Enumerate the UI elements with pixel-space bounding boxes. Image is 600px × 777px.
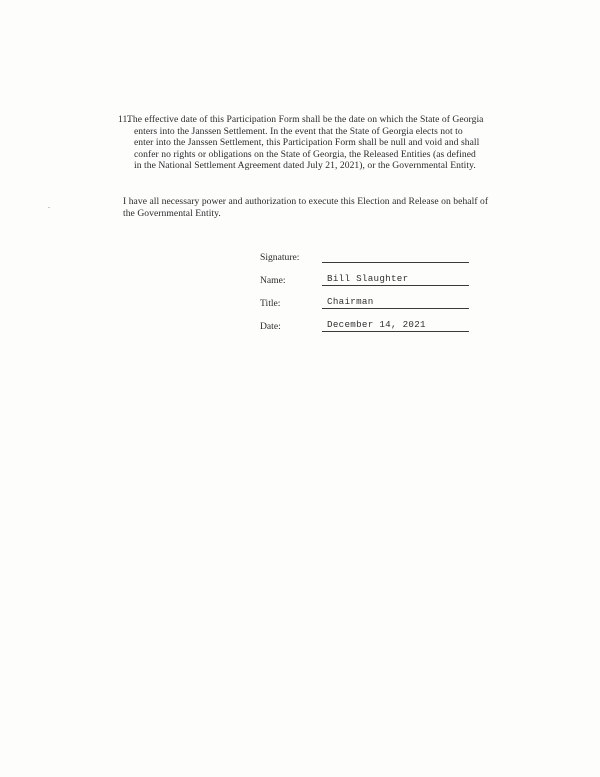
name-row <box>260 273 480 296</box>
title-field <box>322 296 469 309</box>
name-label: Name: <box>260 275 286 286</box>
signature-field <box>322 250 469 263</box>
signature-block <box>260 250 480 342</box>
date-field <box>322 319 469 332</box>
authority-line-2: the Governmental Entity. <box>123 207 221 219</box>
authority-line-1: I have all necessary power and authorization to execute this Election and Release on behalf of <box>123 196 489 207</box>
title-value: Chairman <box>327 296 374 307</box>
item-11-line-2: enters into the Janssen Settlement. In the event that the State of Georgia elects not to <box>134 125 463 137</box>
authority-statement <box>123 196 523 219</box>
item-11-line-5: in the National Settlement Agreement dated July 21, 2021), or the Governmental Entity. <box>134 160 476 172</box>
signature-label: Signature: <box>260 252 300 263</box>
date-value: December 14, 2021 <box>327 319 426 330</box>
item-11-body <box>127 114 538 172</box>
signature-row <box>260 250 480 273</box>
title-row <box>260 296 480 319</box>
item-number: 11. <box>118 114 130 125</box>
date-row <box>260 319 480 342</box>
item-11-line-1: The effective date of this Participation Form shall be the date on which the State of Georgia <box>127 114 484 125</box>
scan-speck <box>48 207 50 208</box>
name-field <box>322 273 469 286</box>
date-label: Date: <box>260 321 281 332</box>
paragraph-item-11 <box>118 114 538 172</box>
item-11-line-3: enter into the Janssen Settlement, this Participation Form shall be null and void and shall <box>134 137 480 149</box>
item-11-line-4: confer no rights or obligations on the State of Georgia, the Released Entities (as defined <box>134 148 476 160</box>
title-label: Title: <box>260 298 281 309</box>
name-value: Bill Slaughter <box>327 273 409 284</box>
